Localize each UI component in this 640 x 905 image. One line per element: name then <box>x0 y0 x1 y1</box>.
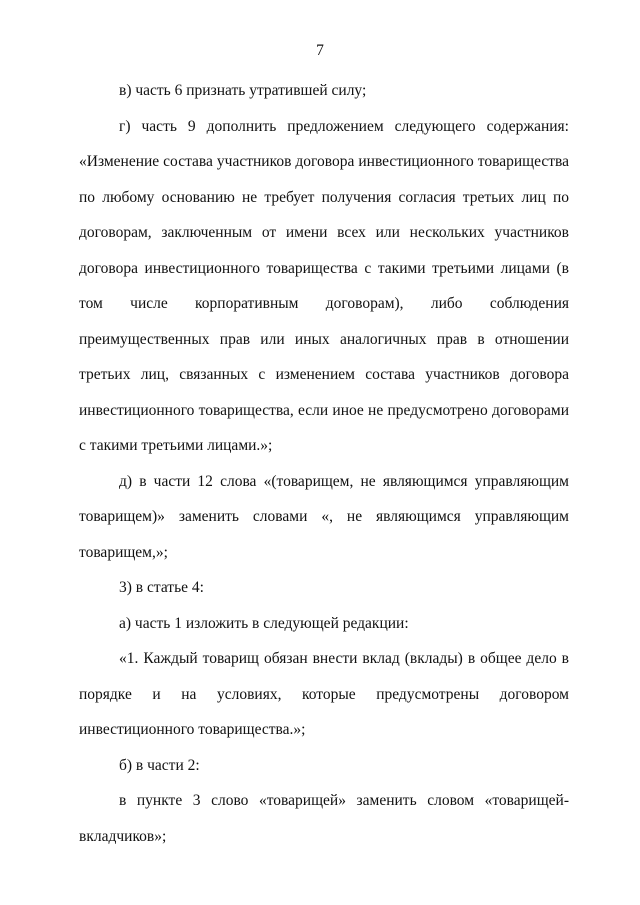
paragraph-item-v: в) часть 6 признать утратившей силу; <box>119 82 367 99</box>
paragraph-item-a: а) часть 1 изложить в следующей редакции: <box>119 614 409 632</box>
paragraph-item-g: г) часть 9 дополнить предложением следующего содержания: «Изменение состава участников договора инвестиционного товарищества по любому основанию не требует получения согласия третьих лиц по договорам, заключенным от имени всех или нескольких участников договора инвестиционного товарищества с такими третьими лицами (в том числе корпоративным договорам), либо соблюдения преимущественных прав или иных аналогичных прав в отношении третьих лиц, связанных с изменением состава участников договора инвестиционного товарищества, если иное не предусмотрено договорами с такими третьими лицами.»; <box>79 117 569 454</box>
paragraph-point-3: в пункте 3 слово «товарищей» заменить словом «товарищей-вкладчиков»; <box>79 792 569 845</box>
document-body <box>79 73 569 854</box>
paragraph-article-4: 3) в статье 4: <box>119 579 204 596</box>
paragraph-quote-part-1: «1. Каждый товарищ обязан внести вклад (вклады) в общее дело в порядке и на условиях, которые предусмотрены договором инвестиционного товарищества.»; <box>79 650 569 738</box>
page-number: 7 <box>316 42 324 59</box>
paragraph-item-b: б) в части 2: <box>119 756 200 774</box>
paragraph-item-d: д) в части 12 слова «(товарищем, не являющимся управляющим товарищем)» заменить словами «, не являющимся управляющим товарищем,»; <box>79 472 569 561</box>
